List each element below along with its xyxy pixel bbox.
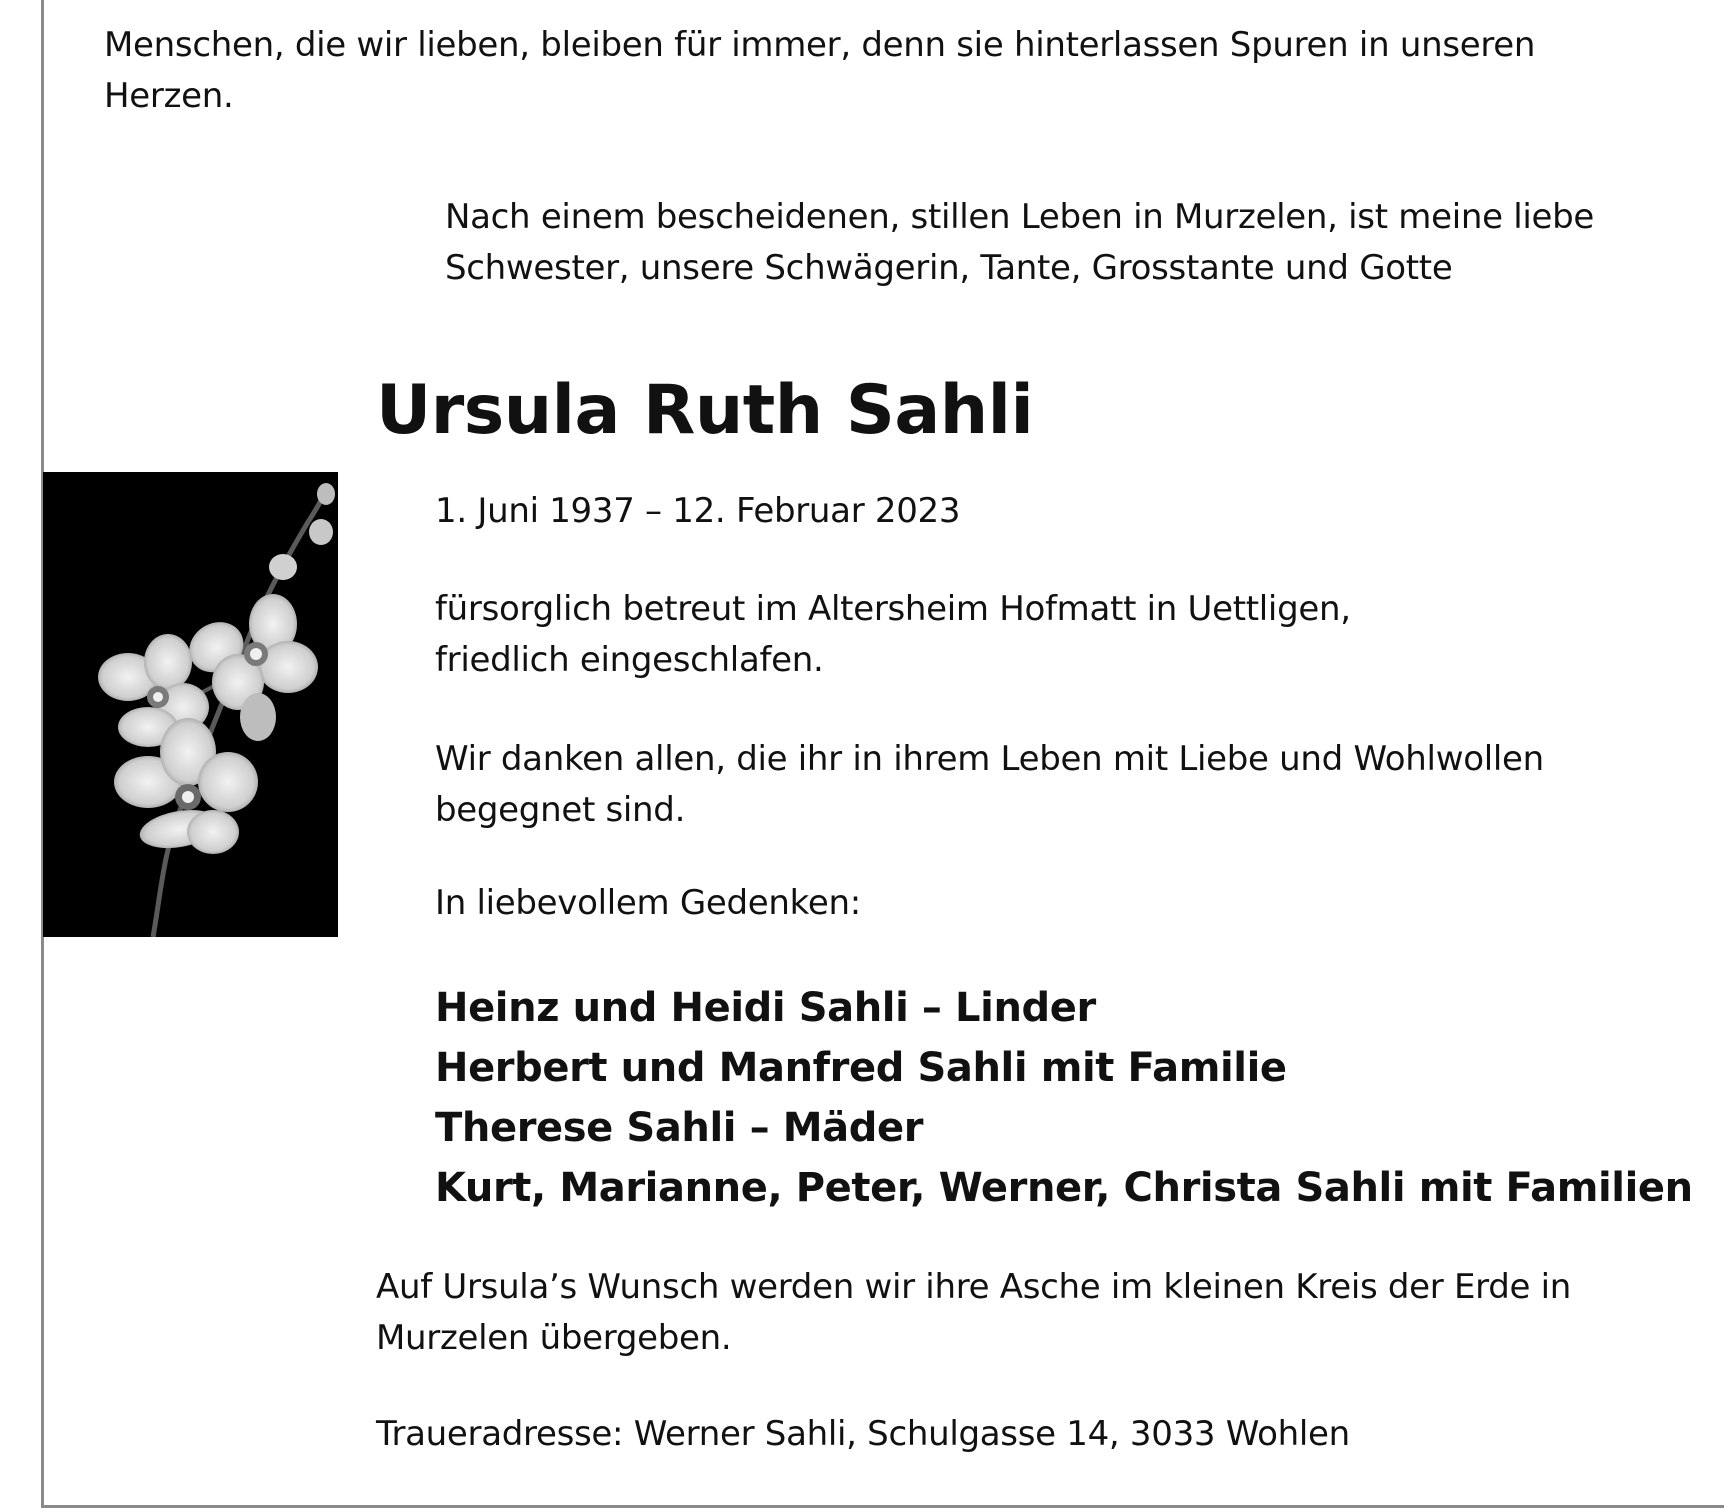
orchid-icon [43, 472, 338, 937]
care-line-1: fürsorglich betreut im Altersheim Hofmatt in Uettligen, [435, 589, 1351, 629]
mourning-address: Traueradresse: Werner Sahli, Schulgasse 14, 3033 Wohlen [376, 1414, 1350, 1454]
mourners-list [435, 978, 1693, 1218]
motto-text: Menschen, die wir lieben, bleiben für immer, denn sie hinterlassen Spuren in unseren Herzen. [104, 25, 1536, 116]
ashes-text [376, 1262, 1676, 1364]
mourner-item: Therese Sahli – Mäder [435, 1105, 924, 1151]
mourner-item: Herbert und Manfred Sahli mit Familie [435, 1045, 1287, 1091]
thanks-line-2: begegnet sind. [435, 790, 686, 830]
thanks-line-1: Wir danken allen, die ihr in ihrem Leben mit Liebe und Wohlwollen [435, 739, 1544, 779]
intro-text [445, 192, 1685, 294]
ashes-line-1: Auf Ursula’s Wunsch werden wir ihre Asche im kleinen Kreis der Erde in [376, 1267, 1572, 1307]
intro-line-1: Nach einem bescheidenen, stillen Leben in Murzelen, ist meine liebe [445, 197, 1595, 237]
intro-line-2: Schwester, unsere Schwägerin, Tante, Grosstante und Gotte [445, 248, 1453, 288]
orchid-photo [43, 472, 338, 937]
deceased-name: Ursula Ruth Sahli [376, 371, 1034, 450]
life-dates: 1. Juni 1937 – 12. Februar 2023 [435, 491, 961, 531]
in-memory-label: In liebevollem Gedenken: [435, 883, 861, 923]
mourner-item: Kurt, Marianne, Peter, Werner, Christa Sahli mit Familien [435, 1165, 1693, 1211]
mourner-item: Heinz und Heidi Sahli – Linder [435, 985, 1096, 1031]
ashes-line-2: Murzelen übergeben. [376, 1318, 732, 1358]
care-line-2: friedlich eingeschlafen. [435, 640, 824, 680]
thanks-text [435, 734, 1685, 836]
care-text [435, 584, 1685, 686]
